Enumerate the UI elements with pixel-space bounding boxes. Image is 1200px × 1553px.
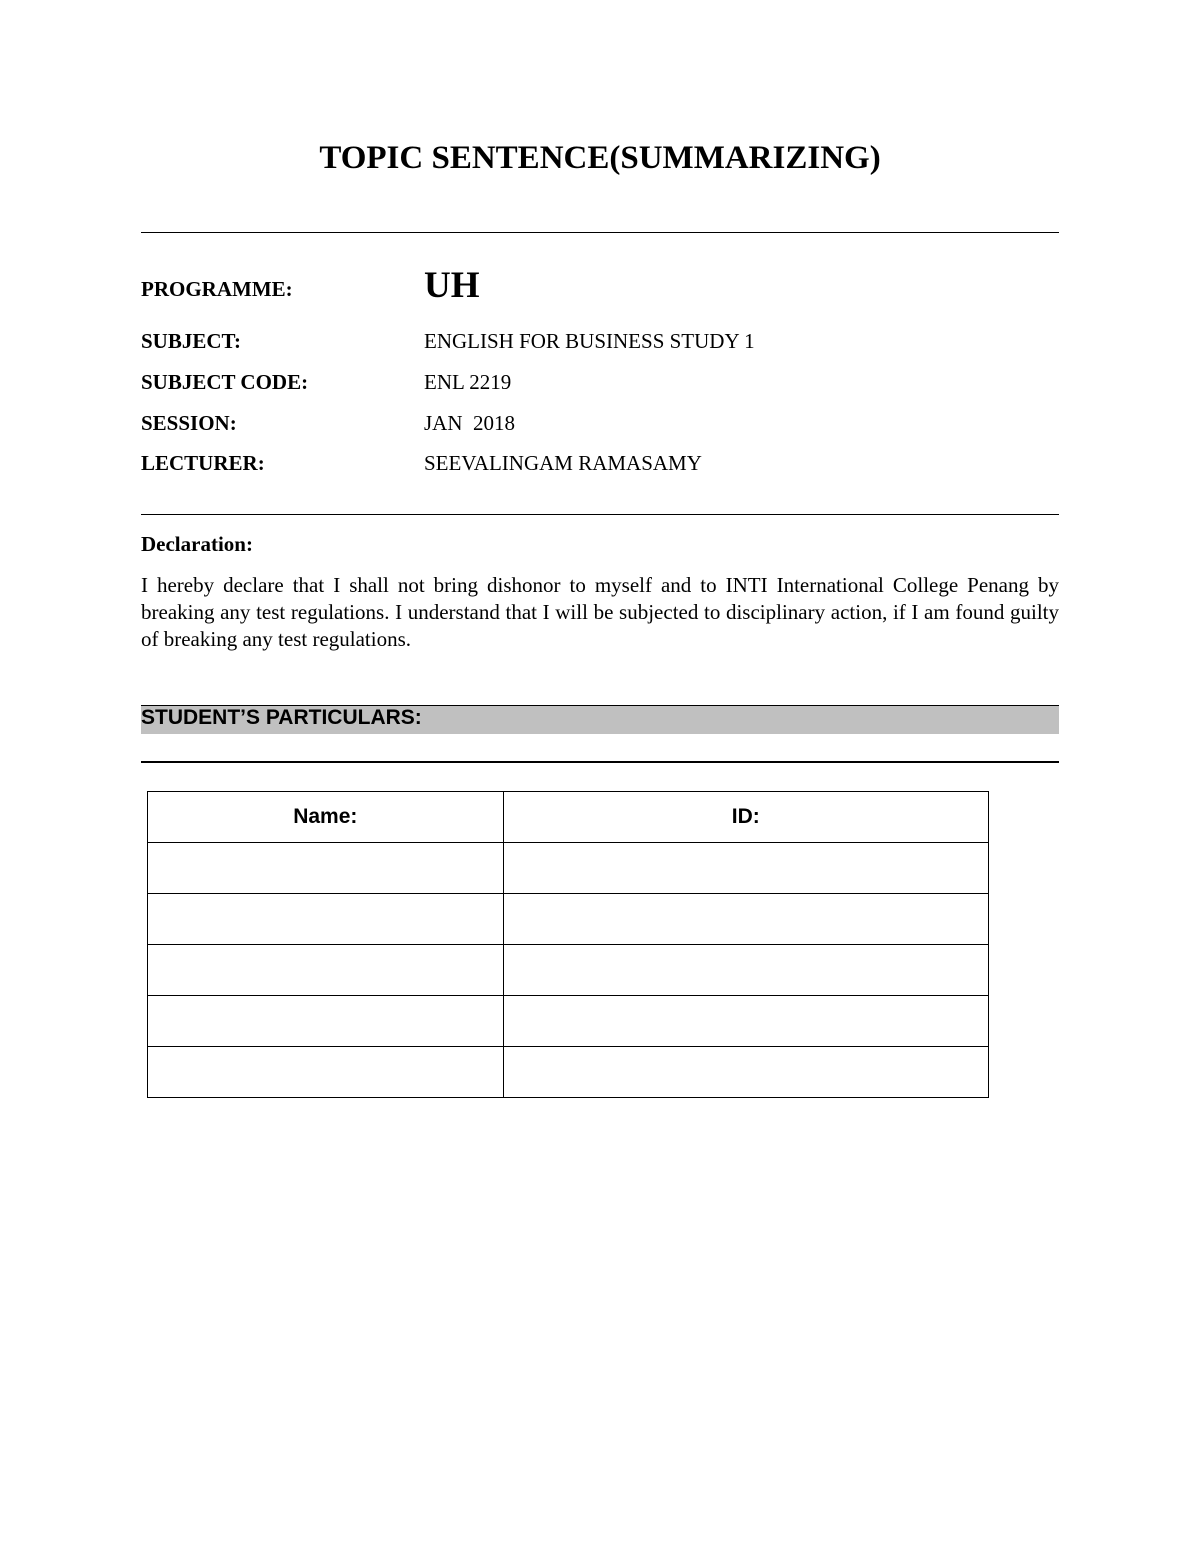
table-row — [148, 894, 989, 945]
particulars-heading: STUDENT’S PARTICULARS: — [141, 706, 422, 729]
session-value: JAN 2018 — [424, 411, 516, 435]
declaration-heading: Declaration: — [141, 532, 253, 556]
document-title: TOPIC SENTENCE(SUMMARIZING) — [319, 140, 881, 176]
table-header-row — [148, 792, 989, 843]
table-row — [148, 1047, 989, 1098]
table-row — [148, 843, 989, 894]
programme-label: PROGRAMME: — [141, 277, 293, 301]
name-column-header: Name: — [148, 792, 504, 843]
subject-code-label: SUBJECT CODE: — [141, 370, 309, 394]
id-cell[interactable] — [503, 1047, 988, 1098]
id-cell[interactable] — [503, 894, 988, 945]
divider-middle — [141, 514, 1059, 515]
id-cell[interactable] — [503, 843, 988, 894]
name-cell[interactable] — [148, 1047, 504, 1098]
programme-value: UH — [424, 265, 480, 306]
lecturer-value: SEEVALINGAM RAMASAMY — [424, 451, 702, 475]
subject-code-value: ENL 2219 — [424, 370, 512, 394]
id-cell[interactable] — [503, 945, 988, 996]
table-row — [148, 945, 989, 996]
id-column-header: ID: — [503, 792, 988, 843]
name-cell[interactable] — [148, 843, 504, 894]
lecturer-label: LECTURER: — [141, 451, 265, 475]
name-cell[interactable] — [148, 894, 504, 945]
divider-thick — [141, 761, 1059, 763]
name-cell[interactable] — [148, 945, 504, 996]
subject-label: SUBJECT: — [141, 329, 241, 353]
student-particulars-table — [147, 791, 989, 1098]
id-cell[interactable] — [503, 996, 988, 1047]
session-label: SESSION: — [141, 411, 237, 435]
table-row — [148, 996, 989, 1047]
name-cell[interactable] — [148, 996, 504, 1047]
subject-value: ENGLISH FOR BUSINESS STUDY 1 — [424, 329, 755, 353]
divider-top — [141, 232, 1059, 233]
declaration-text: I hereby declare that I shall not bring dishonor to myself and to INTI International College Penang by breaking any test regulations. I understand that I will be subjected to disciplinary action, if I am found guilty of breaking any test regulations. — [141, 573, 1059, 651]
